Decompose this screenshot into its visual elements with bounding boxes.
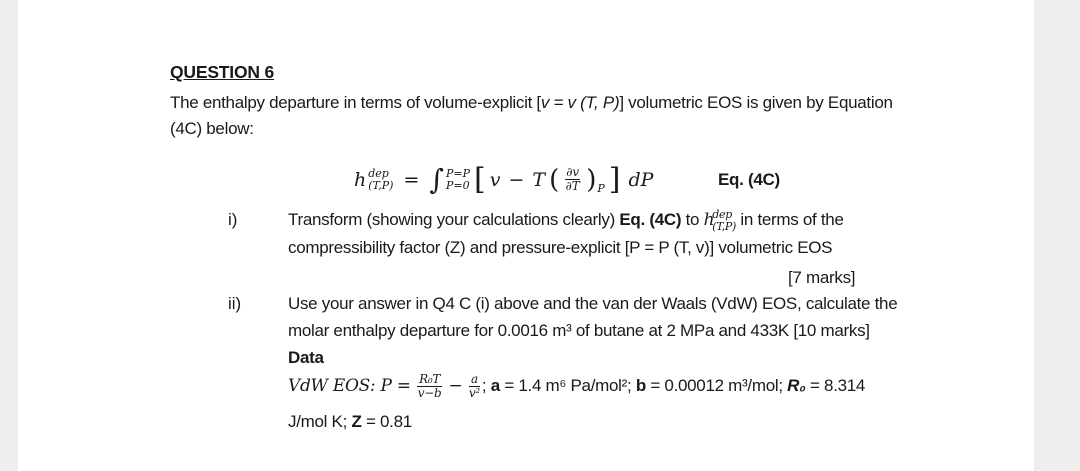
intro-line-2: (4C) below:	[170, 119, 254, 138]
item-2-line-2: molar enthalpy departure for 0.0016 m³ of butane at 2 MPa and 433K [10 marks]	[288, 321, 870, 340]
enthalpy-indices: dep (T,P)	[368, 166, 394, 192]
item-1-line-1: Transform (showing your calculations clearly) Eq. (4C) to h dep (T,P) in terms of the	[288, 207, 844, 233]
data-line-units: J/mol K; Z = 0.81	[288, 412, 412, 431]
left-bracket: [	[474, 162, 486, 197]
right-bracket: ]	[608, 162, 621, 197]
equals-sign: =	[403, 168, 420, 191]
vdw-fraction-2: $\frac{a}{\text{v²}}$	[468, 372, 480, 401]
partial-derivative: $\frac{\partial v}{\partial T}$	[565, 165, 580, 193]
integral-limits: P=P P=0	[445, 166, 470, 192]
item-2-data-label: Data	[288, 348, 324, 367]
vdw-equation-line: VdW EOS: P = $\frac{\text{R₀T}}{v-b}$ − $\frac{a}{\text{v²}}$ ; a = 1.4 m⁶ Pa/mol²; b = 0.00012 m³/mol; R₀ = 8.314	[288, 372, 866, 401]
left-paren: (	[549, 164, 560, 195]
vdw-minus: −	[448, 376, 463, 396]
question-heading: QUESTION 6	[170, 62, 274, 82]
partial-subscript: P	[597, 182, 605, 195]
differential-dp: dP	[628, 168, 654, 191]
intro-line-1: The enthalpy departure in terms of volume-explicit [v = v (T, P)] volumetric EOS is given by Equation	[170, 93, 893, 112]
item-2-text	[288, 290, 897, 371]
item-2-number: ii)	[228, 294, 242, 313]
minus-sign: −	[508, 168, 525, 191]
item-1-number: i)	[228, 210, 238, 229]
item-1-marks: [7 marks]	[788, 268, 856, 287]
temperature-symbol: T	[532, 168, 546, 191]
equation-4c	[354, 162, 653, 197]
item-1-enthalpy-symbol: h	[703, 210, 715, 230]
vdw-fraction-1: $\frac{\text{R₀T}}{v-b}$	[417, 372, 442, 401]
item-1-line-2: compressibility factor (Z) and pressure-explicit [P = P (T, v)] volumetric EOS	[288, 238, 833, 257]
equation-label: Eq. (4C)	[718, 170, 780, 189]
enthalpy-symbol: h	[354, 168, 367, 191]
item-2-line-1: Use your answer in Q4 C (i) above and the van der Waals (VdW) EOS, calculate the	[288, 294, 898, 313]
item-1-text	[288, 206, 844, 261]
integral-sign: ∫	[429, 163, 444, 196]
volume-symbol: v	[489, 168, 501, 191]
vdw-prefix: VdW EOS: P =	[288, 376, 411, 396]
question-intro	[170, 90, 893, 142]
right-paren: )	[586, 164, 597, 195]
